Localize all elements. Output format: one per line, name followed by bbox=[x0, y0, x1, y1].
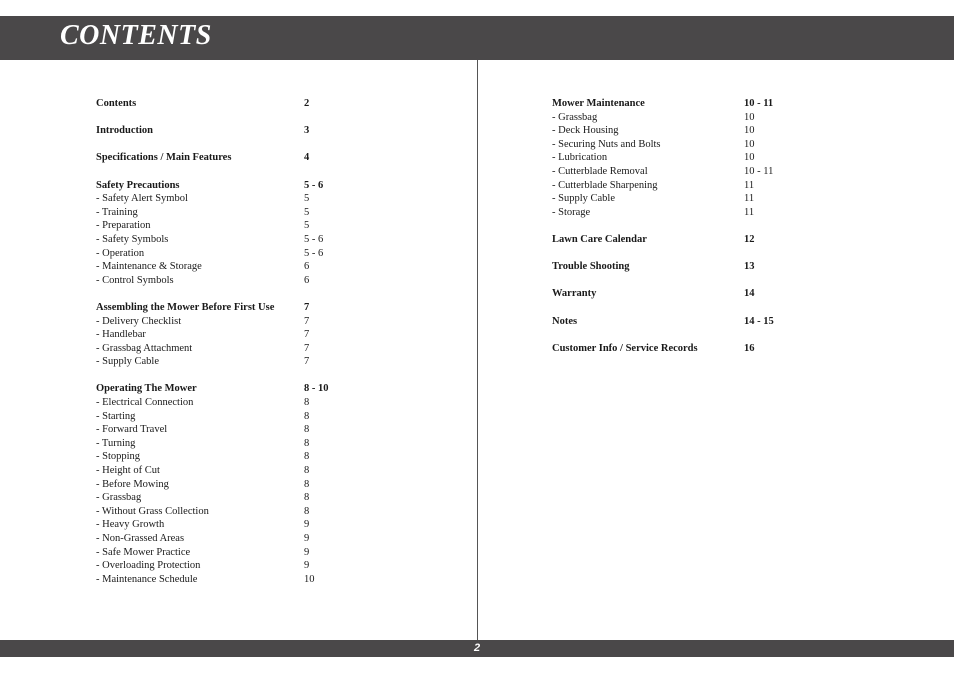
toc-entry-page: 10 bbox=[744, 125, 755, 137]
toc-entry-label: - Operation bbox=[96, 247, 145, 259]
toc-entry-page: 6 bbox=[304, 261, 310, 273]
toc-entry-page: 14 bbox=[744, 288, 755, 300]
toc-entry-page: 10 bbox=[744, 111, 755, 123]
toc-entry-label: Lawn Care Calendar bbox=[552, 233, 647, 245]
toc-entry-label: - Maintenance & Storage bbox=[96, 261, 202, 273]
toc-entry-page: 8 bbox=[304, 492, 310, 504]
toc-entry-label: Operating The Mower bbox=[96, 383, 197, 395]
toc-entry-page: 8 bbox=[304, 451, 310, 463]
toc-entry-label: - Preparation bbox=[96, 220, 151, 232]
toc-entry-label: - Control Symbols bbox=[96, 274, 174, 286]
toc-entry-label: Trouble Shooting bbox=[552, 261, 630, 273]
toc-entry-page: 7 bbox=[304, 315, 310, 327]
page-title: CONTENTS bbox=[60, 20, 212, 51]
toc-entry-page: 8 bbox=[304, 410, 310, 422]
toc-entry-label: - Deck Housing bbox=[552, 125, 619, 137]
toc-entry-page: 13 bbox=[744, 261, 755, 273]
toc-entry-page: 10 bbox=[304, 573, 315, 585]
toc-entry-label: Customer Info / Service Records bbox=[552, 342, 698, 354]
toc-entry-page: 6 bbox=[304, 274, 310, 286]
toc-entry-label: - Handlebar bbox=[96, 329, 146, 341]
toc-entry-page: 10 bbox=[744, 138, 755, 150]
toc-entry-page: 8 bbox=[304, 437, 310, 449]
footer-bar bbox=[0, 640, 954, 657]
toc-entry-label: - Turning bbox=[96, 437, 136, 449]
toc-entry-label: - Grassbag Attachment bbox=[96, 342, 193, 354]
toc-entry-label: Mower Maintenance bbox=[552, 98, 645, 109]
toc-entry-label: - Grassbag bbox=[96, 492, 142, 504]
toc-entry-page: 11 bbox=[744, 206, 755, 218]
toc-entry-page: 16 bbox=[744, 342, 755, 354]
toc-entry-label: - Starting bbox=[96, 410, 136, 422]
toc-entry-label: Specifications / Main Features bbox=[96, 152, 232, 164]
toc-entry-page: 3 bbox=[304, 125, 310, 137]
toc-entry-page: 11 bbox=[744, 179, 755, 191]
toc-entry-label: - Cutterblade Sharpening bbox=[552, 179, 658, 191]
toc-entry-page: 14 - 15 bbox=[744, 315, 774, 327]
toc-entry-page: 7 bbox=[304, 356, 310, 368]
toc-entry-page: 8 bbox=[304, 505, 310, 517]
toc-entry-label: - Heavy Growth bbox=[96, 519, 165, 531]
toc-entry-page: 11 bbox=[744, 193, 755, 205]
toc-entry-label: - Maintenance Schedule bbox=[96, 573, 198, 585]
toc-entry-label: Notes bbox=[552, 315, 578, 327]
toc-entry-page: 5 - 6 bbox=[304, 179, 324, 191]
page-number: 2 bbox=[473, 642, 481, 654]
toc-entry-page: 5 bbox=[304, 206, 310, 218]
toc-entry-page: 9 bbox=[304, 519, 310, 531]
toc-entry-label: - Electrical Connection bbox=[96, 397, 194, 409]
toc-entry-page: 4 bbox=[304, 152, 310, 164]
toc-entry-page: 7 bbox=[304, 329, 310, 341]
toc-entry-page: 9 bbox=[304, 560, 310, 572]
toc-entry-page: 8 bbox=[304, 424, 310, 436]
toc-entry-label: - Without Grass Collection bbox=[96, 505, 209, 517]
toc-entry-page: 7 bbox=[304, 342, 310, 354]
toc-entry-page: 5 bbox=[304, 193, 310, 205]
toc-entry-page: 10 - 11 bbox=[744, 98, 774, 109]
toc-entry-page: 2 bbox=[304, 98, 310, 109]
toc-entry-page: 8 bbox=[304, 465, 310, 477]
toc-entry-label: - Storage bbox=[552, 206, 591, 218]
toc-entry-page: 9 bbox=[304, 533, 310, 544]
toc-entry-page: 12 bbox=[744, 233, 755, 245]
header-bar bbox=[0, 16, 954, 60]
toc-entry-label: - Securing Nuts and Bolts bbox=[552, 138, 661, 150]
toc-entry-label: - Safety Alert Symbol bbox=[96, 193, 188, 205]
toc-entry-page: 8 bbox=[304, 397, 310, 409]
toc-entry-label: - Before Mowing bbox=[96, 478, 169, 490]
toc-entry-label: Assembling the Mower Before First Use bbox=[96, 301, 275, 313]
toc-entry-label: - Forward Travel bbox=[96, 424, 168, 436]
toc-entry-page: 8 - 10 bbox=[304, 383, 329, 395]
toc-entry-page: 5 - 6 bbox=[304, 247, 324, 259]
toc-entry-label: - Height of Cut bbox=[96, 465, 160, 477]
toc-entry-page: 5 bbox=[304, 220, 310, 232]
toc-entry-label: - Supply Cable bbox=[96, 356, 159, 368]
toc-entry-label: Warranty bbox=[552, 288, 597, 300]
toc-entry-page: 7 bbox=[304, 301, 310, 313]
toc-entry-label: - Grassbag bbox=[552, 111, 598, 123]
toc-entry-label: Introduction bbox=[96, 125, 153, 137]
column-divider bbox=[477, 60, 478, 640]
toc-entry-label: - Training bbox=[96, 206, 138, 218]
toc-entry-label: Safety Precautions bbox=[96, 179, 180, 191]
toc-entry-label: Contents bbox=[96, 98, 137, 109]
toc-entry-label: - Safety Symbols bbox=[96, 233, 169, 245]
toc-entry-label: - Stopping bbox=[96, 451, 141, 463]
toc-entry-page: 10 - 11 bbox=[744, 165, 774, 177]
toc-entry-label: - Delivery Checklist bbox=[96, 315, 182, 327]
toc-entry-label: - Non-Grassed Areas bbox=[96, 533, 185, 544]
toc-entry-page: 10 bbox=[744, 152, 755, 164]
toc-entry-page: 5 - 6 bbox=[304, 233, 324, 245]
toc-entry-label: - Supply Cable bbox=[552, 193, 615, 205]
toc-entry-label: - Cutterblade Removal bbox=[552, 165, 648, 177]
toc-entry-label: - Safe Mower Practice bbox=[96, 546, 191, 558]
toc-entry-label: - Overloading Protection bbox=[96, 560, 201, 572]
toc-entry-page: 8 bbox=[304, 478, 310, 490]
toc-entry-label: - Lubrication bbox=[552, 152, 608, 164]
toc-entry-page: 9 bbox=[304, 546, 310, 558]
